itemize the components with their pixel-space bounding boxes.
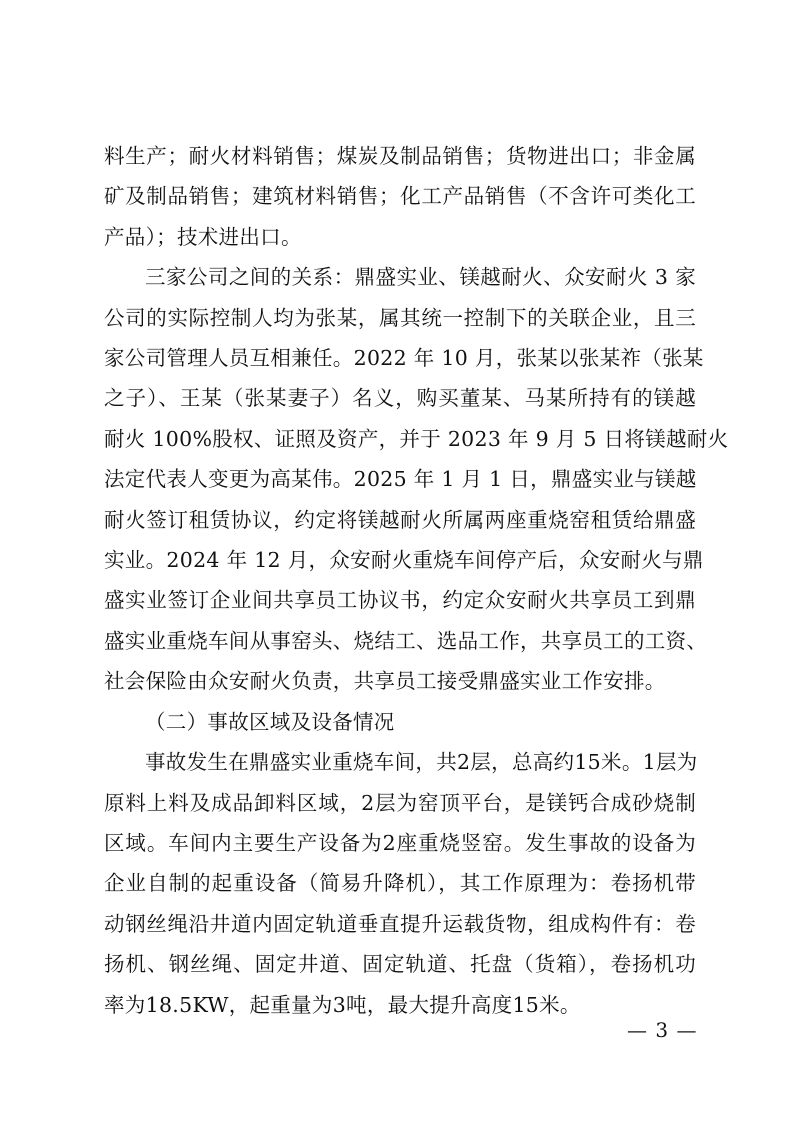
text-line: 社会保险由众安耐火负责，共享员工接受鼎盛实业工作安排。	[104, 669, 666, 694]
text-line: 产品）；技术进出口。	[104, 224, 302, 249]
paragraph-company-relations	[104, 257, 729, 701]
text-line: 之子）、王某（张某妻子）名义，购买董某、马某所持有的镁越	[104, 386, 696, 411]
text-line: 率为18.5KW，起重量为3吨，最大提升高度15米。	[104, 992, 581, 1017]
text-line: 企业自制的起重设备（简易升降机），其工作原理为：卷扬机带	[104, 871, 696, 896]
text-line: 耐火签订租赁协议，约定将镁越耐火所属两座重烧窑租赁给鼎盛	[104, 507, 696, 532]
text-line: 事故发生在鼎盛实业重烧车间，共2层，总高约15米。1层为	[145, 750, 698, 775]
section-heading: （二）事故区域及设备情况	[145, 709, 395, 734]
text-line: 区域。车间内主要生产设备为2座重烧竖窑。发生事故的设备为	[104, 830, 696, 855]
text-line: 耐火 100%股权、证照及资产，并于 2023 年 9 月 5 日将镁越耐火	[104, 426, 729, 451]
text-line: 动钢丝绳沿井道内固定轨道垂直提升运载货物，组成构件有：卷	[104, 911, 696, 936]
text-line: 实业。2024 年 12 月，众安耐火重烧车间停产后，众安耐火与鼎	[104, 548, 704, 573]
text-line: 三家公司之间的关系：鼎盛实业、镁越耐火、众安耐火 3 家	[145, 265, 696, 290]
text-line: 原料上料及成品卸料区域，2层为窑顶平台，是镁钙合成砂烧制	[104, 790, 696, 815]
paragraph-business-scope	[104, 136, 696, 257]
text-line: 料生产；耐火材料销售；煤炭及制品销售；货物进出口；非金属	[104, 144, 696, 168]
text-line: 盛实业签订企业间共享员工协议书，约定众安耐火共享员工到鼎	[104, 588, 696, 613]
text-line: 家公司管理人员互相兼任。2022 年 10 月，张某以张某祚（张某	[104, 346, 704, 371]
text-line: 扬机、钢丝绳、固定井道、固定轨道、托盘（货箱），卷扬机功	[104, 952, 696, 977]
paragraph-accident-area	[104, 742, 696, 1025]
text-line: 法定代表人变更为高某伟。2025 年 1 月 1 日，鼎盛实业与镁越	[104, 467, 697, 492]
document-body	[104, 136, 729, 1025]
page-number: — 3 —	[627, 1018, 698, 1042]
text-line: 矿及制品销售；建筑材料销售；化工产品销售（不含许可类化工	[104, 184, 696, 209]
text-line: 公司的实际控制人均为张某，属其统一控制下的关联企业，且三	[104, 305, 696, 330]
text-line: 盛实业重烧车间从事窑头、烧结工、选品工作，共享员工的工资、	[104, 628, 708, 653]
